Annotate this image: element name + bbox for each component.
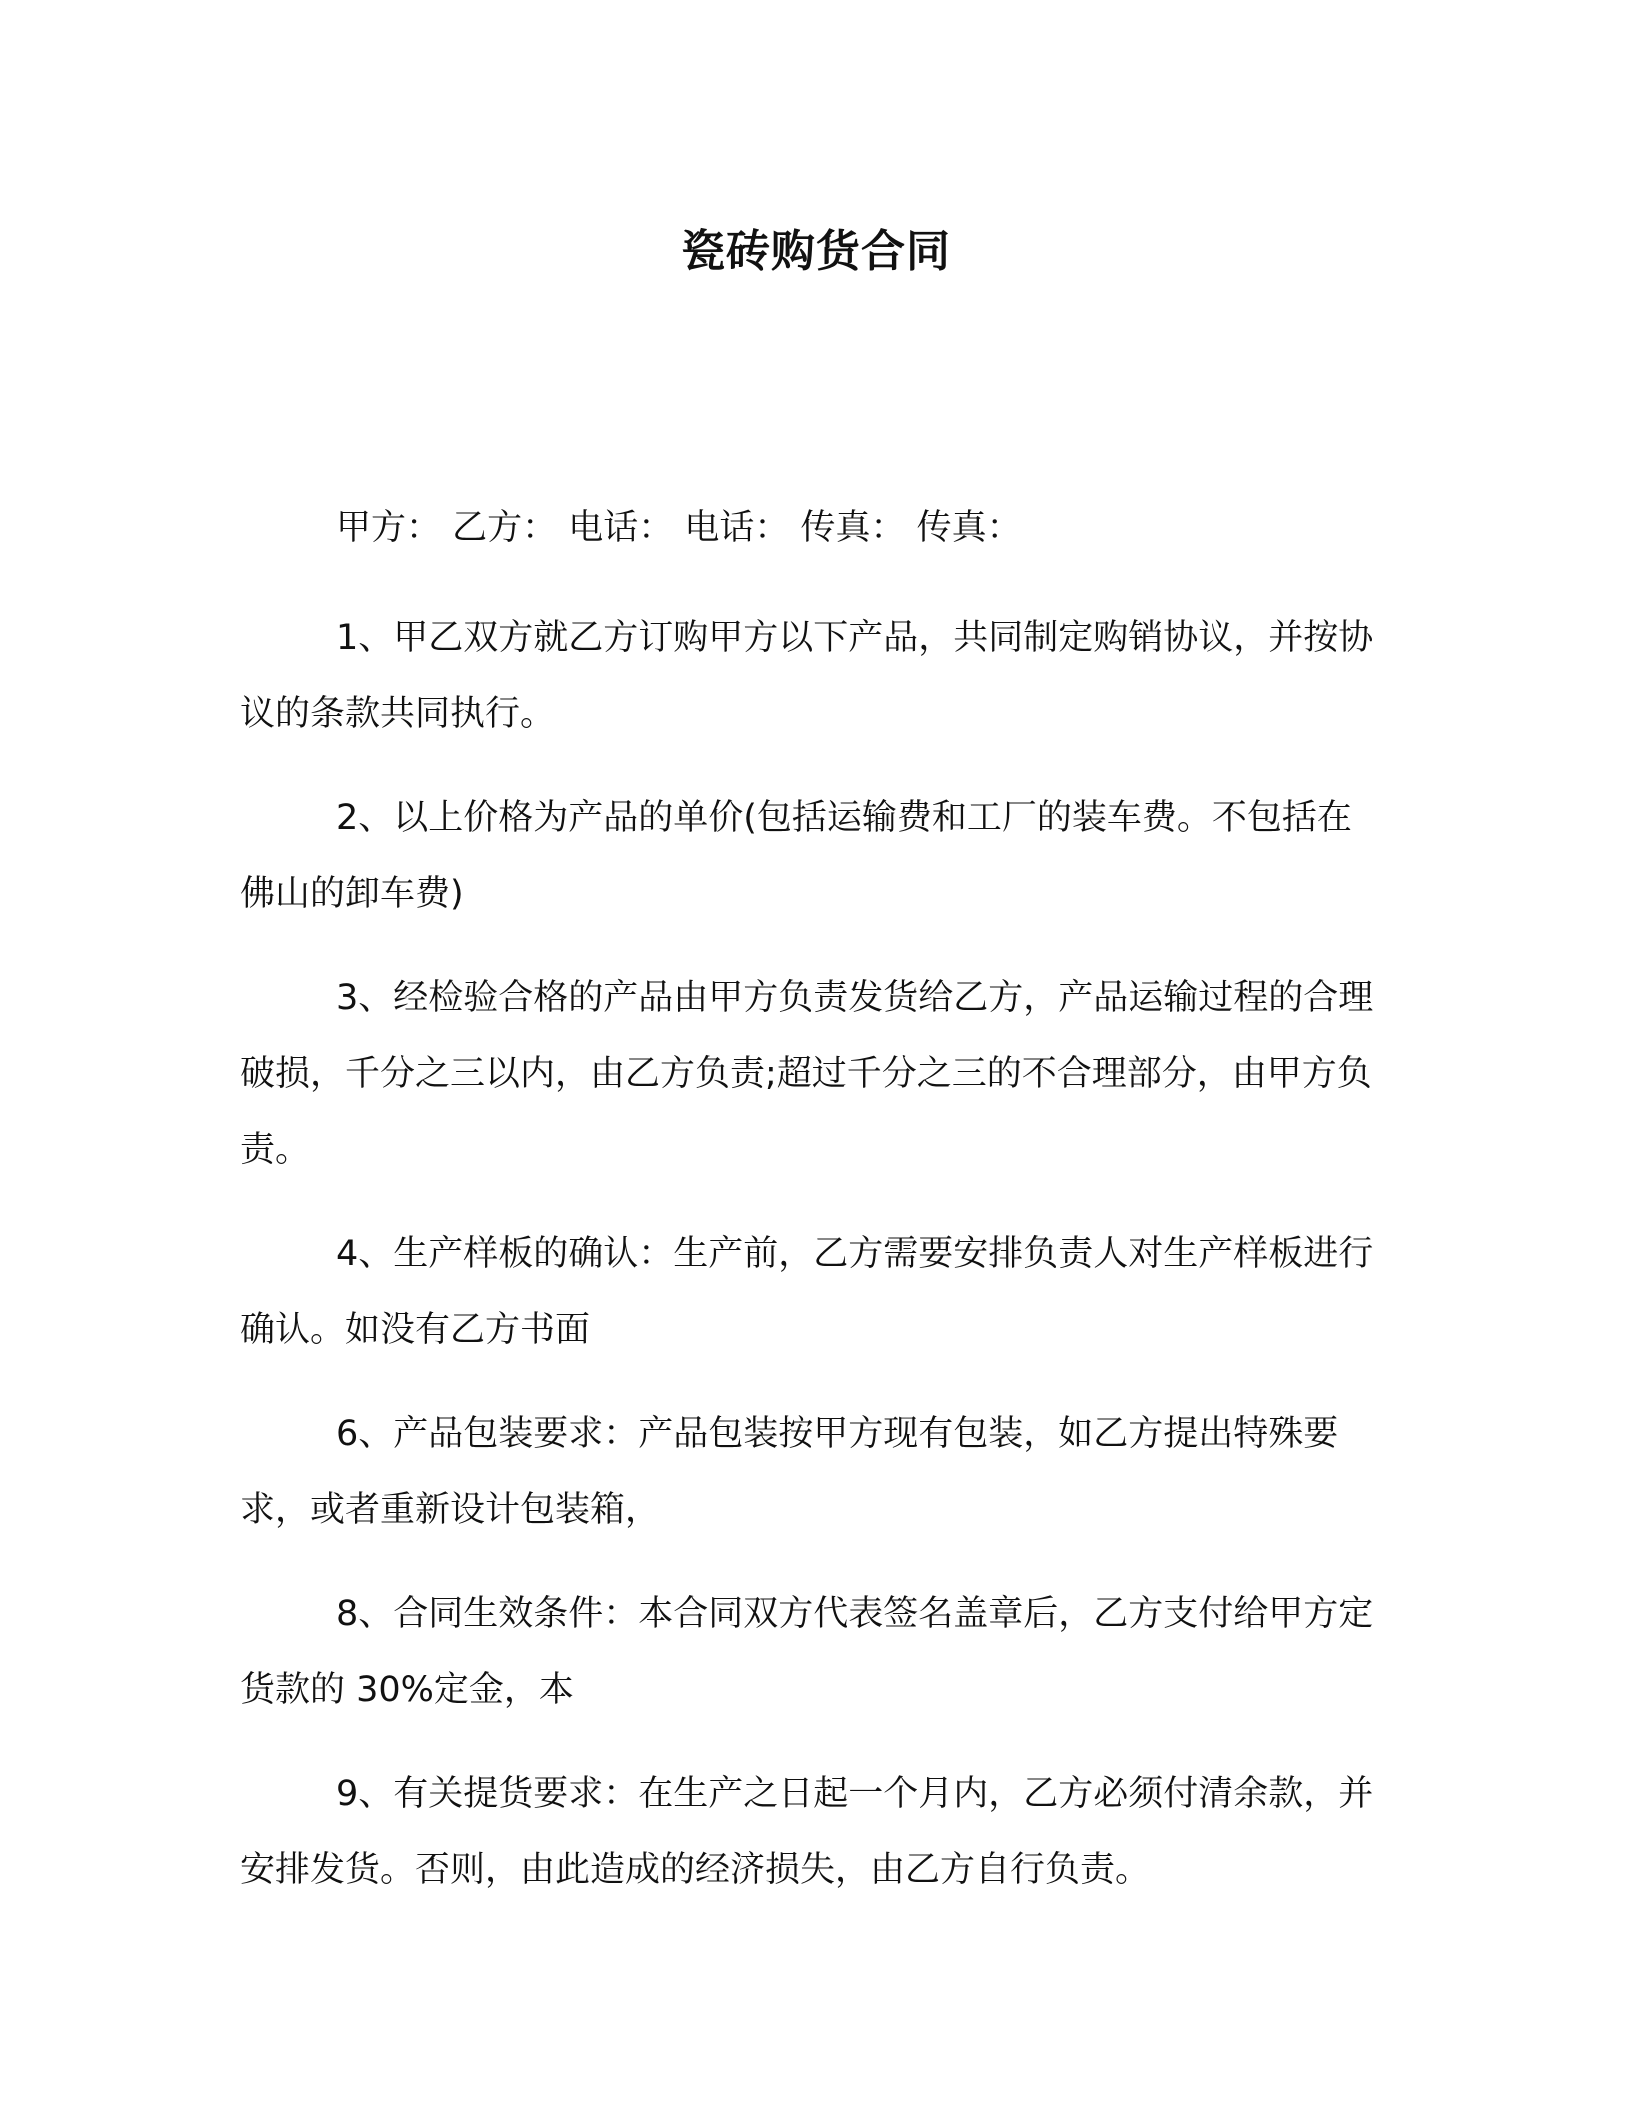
clause-9: 9、有关提货要求：在生产之日起一个月内，乙方必须付清余款，并安排发货。否则，由此造成的经济损失，由乙方自行负责。 (240, 1774, 1374, 1890)
document-body (240, 490, 1385, 1936)
clause-4: 4、生产样板的确认：生产前，乙方需要安排负责人对生产样板进行确认。如没有乙方书面 (240, 1234, 1374, 1350)
document-title: 瓷砖购货合同 (681, 226, 951, 277)
clause-6: 6、产品包装要求：产品包装按甲方现有包装，如乙方提出特殊要求，或者重新设计包装箱， (240, 1414, 1339, 1530)
clause-3: 3、经检验合格的产品由甲方负责发货给乙方，产品运输过程的合理破损，千分之三以内，由乙方负责;超过千分之三的不合理部分，由甲方负责。 (240, 978, 1374, 1170)
parties-line: 甲方： 乙方： 电话： 电话： 传真： 传真： (336, 508, 1022, 548)
clause-2: 2、以上价格为产品的单价(包括运输费和工厂的装车费。不包括在佛山的卸车费) (240, 798, 1352, 914)
clause-1: 1、甲乙双方就乙方订购甲方以下产品，共同制定购销协议，并按协议的条款共同执行。 (240, 618, 1374, 734)
clause-8: 8、合同生效条件：本合同双方代表签名盖章后，乙方支付给甲方定货款的 30%定金，本 (240, 1594, 1374, 1710)
